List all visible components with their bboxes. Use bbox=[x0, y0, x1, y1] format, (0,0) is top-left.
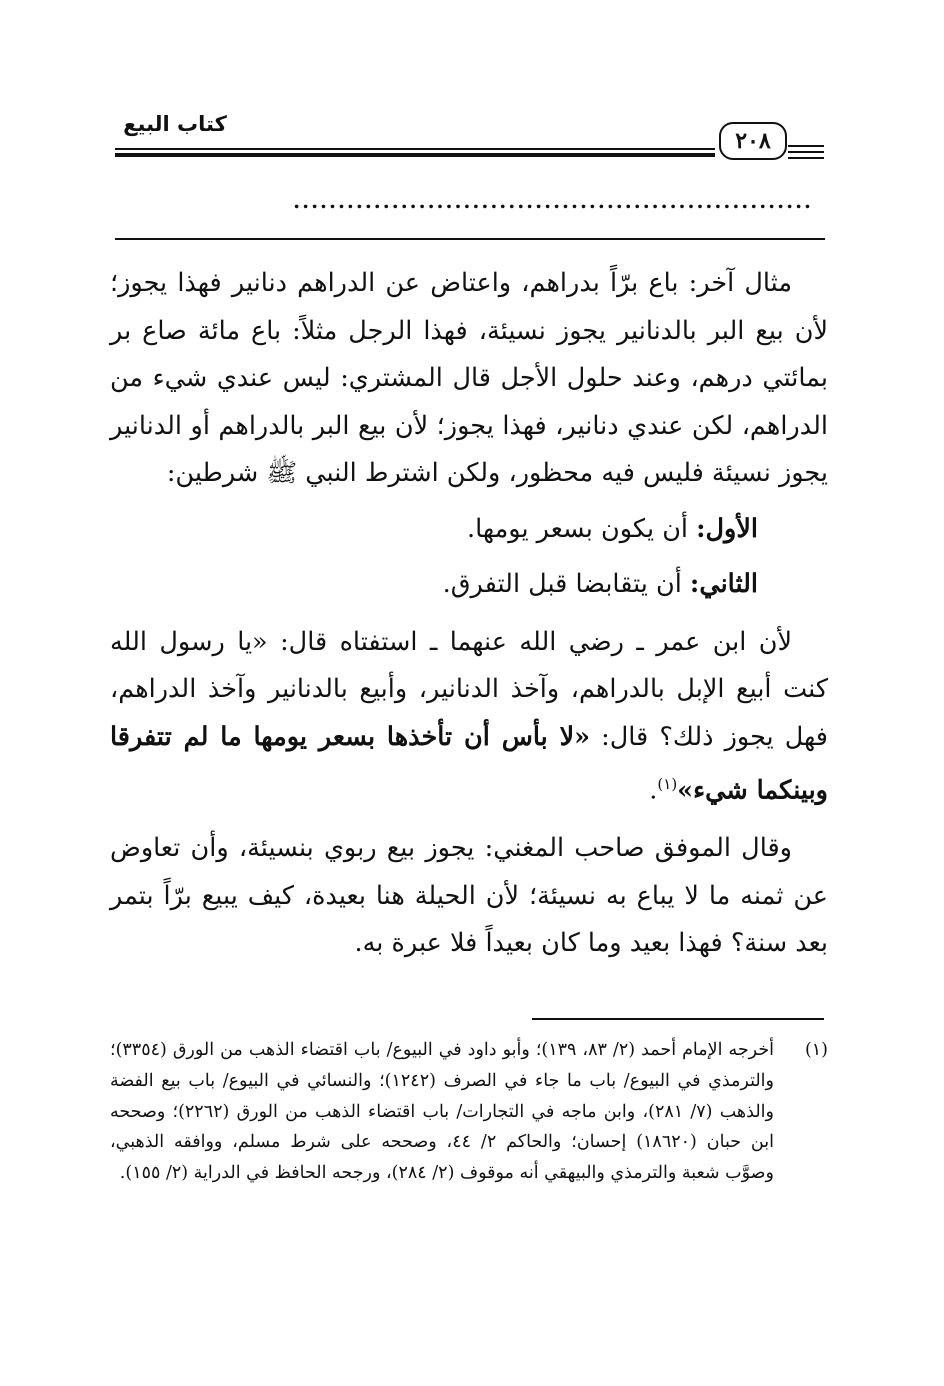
footnote-rule bbox=[532, 1018, 824, 1020]
footnote-mark: (١) bbox=[804, 1040, 828, 1060]
header-rule-right bbox=[788, 145, 824, 163]
condition-1-label: الأول: bbox=[696, 513, 758, 544]
page-number: ٢٠٨ bbox=[719, 122, 787, 160]
dotted-separator: .......................................................... bbox=[293, 190, 813, 212]
footnote bbox=[110, 1035, 828, 1189]
main-text bbox=[110, 260, 828, 968]
paragraph-3: وقال الموفق صاحب المغني: يجوز بيع ربوي بنسيئة، وأن تعاوض عن ثمنه ما لا يباع به نسيئة؛ لأن الحيلة هنا بعيدة، كيف يبيع برّاً بتمر بعد سنة؟ فهذا بعيد وما كان بعيداً فلا عبرة به. bbox=[110, 833, 828, 958]
condition-1 bbox=[110, 506, 828, 554]
condition-1-text: أن يكون بسعر يومها. bbox=[467, 513, 697, 544]
paragraph-2-text: لأن ابن عمر ـ رضي الله عنهما ـ استفتاه قال: «يا رسول الله كنت أبيع الإبل بالدراهم، وآخذ الدنانير، وأبيع بالدنانير وآخذ الدراهم، فهل يجوز ذلك؟ قال: bbox=[110, 626, 828, 752]
hadith-quote: «لا بأس أن تأخذها بسعر يومها ما لم تتفرقا وبينكما شيء» bbox=[110, 721, 828, 806]
paragraph-2 bbox=[110, 619, 828, 816]
running-title: كتاب البيع bbox=[123, 112, 227, 136]
condition-2-label: الثاني: bbox=[689, 569, 758, 599]
paragraph-1: مثال آخر: باع برّاً بدراهم، واعتاض عن الدراهم دنانير فهذا يجوز؛ لأن بيع البر بالدنانير يجوز نسيئة، فهذا الرجل مثلاً: باع مائة صاع بر بمائتي درهم، وعند حلول الأجل قال المشتري: ليس عندي شيء من الدراهم، لكن عندي دنانير، فهذا يجوز؛ لأن بيع البر بالدراهم أو الدنانير يجوز نسيئة فليس فيه محظور، ولكن اشترط النبي ﷺ شرطين: bbox=[110, 268, 828, 488]
top-rule bbox=[115, 238, 825, 240]
condition-2 bbox=[110, 561, 828, 609]
condition-2-text: أن يتقابضا قبل التفرق. bbox=[442, 569, 690, 599]
footnote-ref: (١) bbox=[657, 775, 678, 793]
header-rule bbox=[115, 148, 715, 160]
paragraph-2-end: . bbox=[649, 775, 658, 806]
footnote-text: أخرجه الإمام أحمد (٢/ ٨٣، ١٣٩)؛ وأبو داود في البيوع/ باب اقتضاء الذهب من الورق (٣٣٥٤)؛ والترمذي في البيوع/ باب ما جاء في الصرف (١٢٤٢)؛ والنسائي في البيوع/ باب بيع الفضة والذهب (٧/ ٢٨١)، وابن ماجه في التجارات/ باب اقتضاء الذهب من الورق (٢٢٦٢)؛ وصححه ابن حبان (١٨٦٢٠) إحسان؛ والحاكم ٢/ ٤٤، وصححه على شرط مسلم، ووافقه الذهبي، وصوَّب شعبة والترمذي والبيهقي أنه موقوف (٢/ ٢٨٤)، ورجحه الحافظ في الدراية (٢/ ١٥٥). bbox=[110, 1040, 774, 1184]
